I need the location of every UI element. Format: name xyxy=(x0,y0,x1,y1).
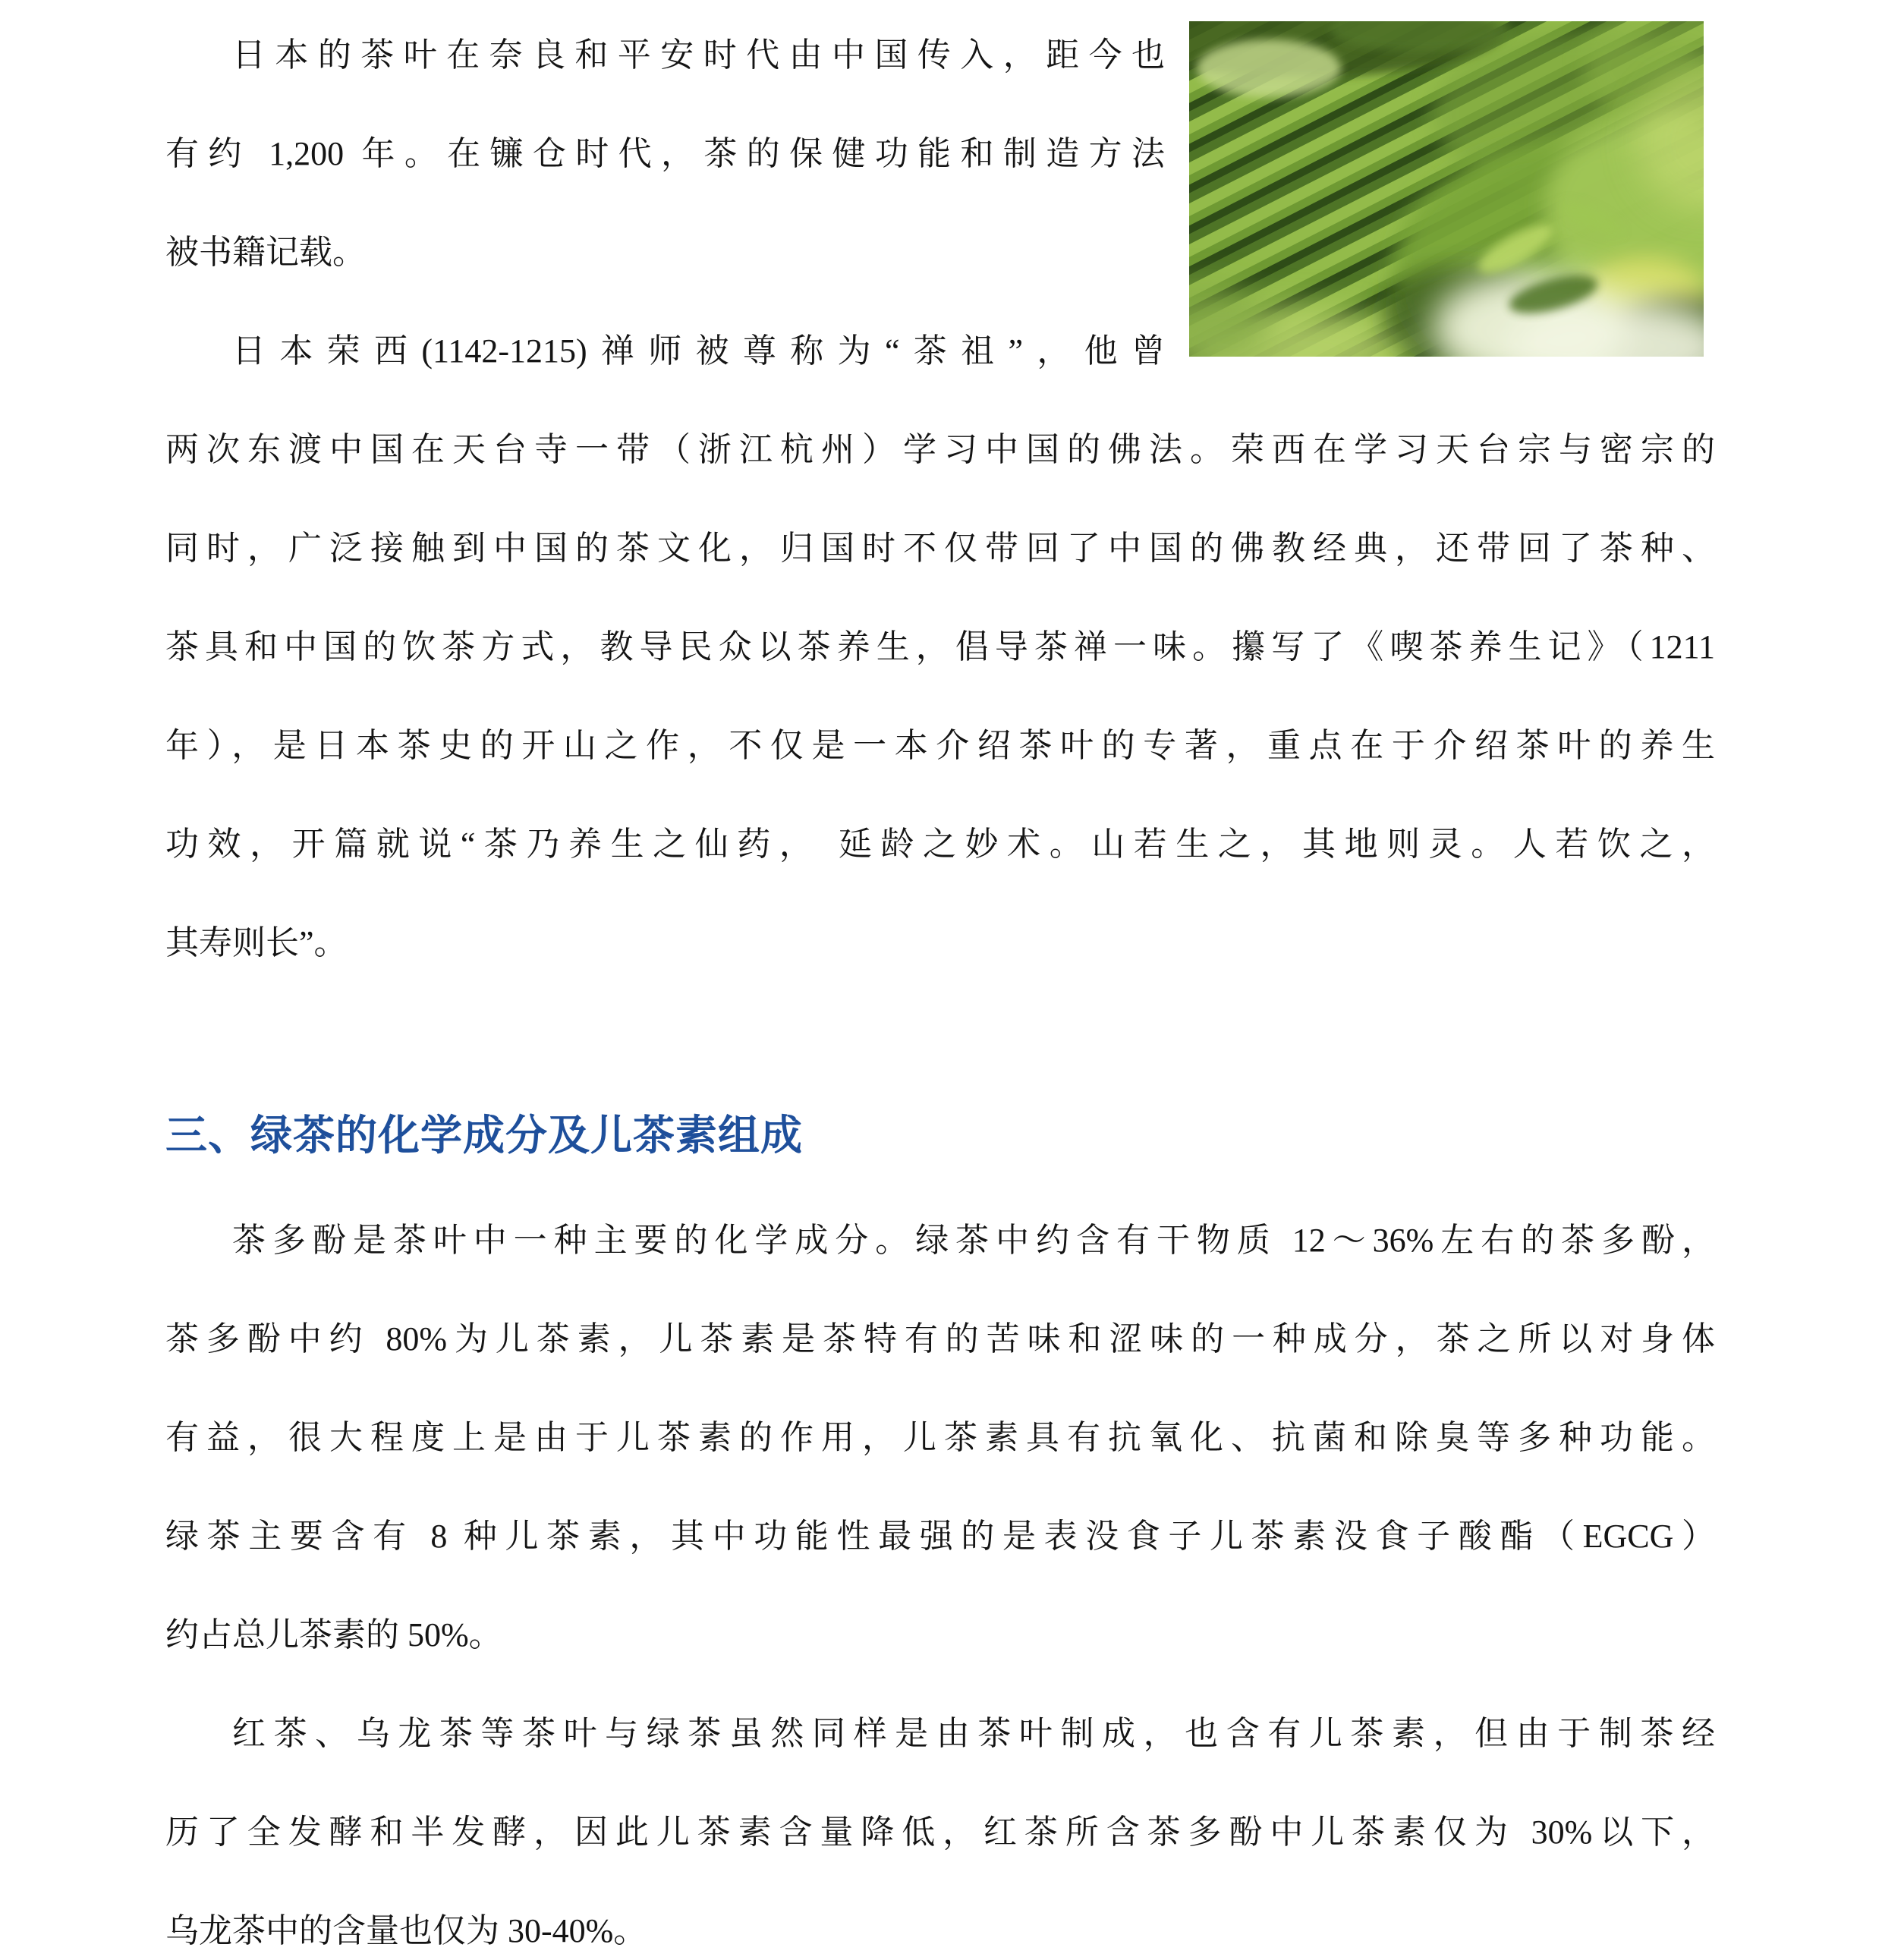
paragraph-line: 其寿则长”。 xyxy=(165,924,348,961)
intro-paragraphs xyxy=(165,6,1715,993)
paragraph-line: 同时，广泛接触到中国的茶文化，归国时不仅带回了中国的佛教经典，还带回了茶种、 xyxy=(165,530,1715,567)
paragraph-line: 有约 1,200 年。在镰仓时代，茶的保健功能和制造方法 xyxy=(165,135,1165,172)
paragraph-line: 日本的茶叶在奈良和平安时代由中国传入，距今也 xyxy=(232,36,1165,74)
paragraph-line: 有益，很大程度上是由于儿茶素的作用，儿茶素具有抗氧化、抗菌和除臭等多种功能。 xyxy=(165,1419,1715,1456)
paragraph-line: 红茶、乌龙茶等茶叶与绿茶虽然同样是由茶叶制成，也含有儿茶素，但由于制茶经 xyxy=(232,1715,1715,1752)
paragraph-line: 茶具和中国的饮茶方式，教导民众以茶养生，倡导茶禅一味。攥写了《喫茶养生记》（1211 xyxy=(165,628,1715,665)
paragraph-line: 绿茶主要含有 8 种儿茶素，其中功能性最强的是表没食子儿茶素没食子酸酯（EGCG） xyxy=(165,1518,1715,1555)
paragraph-line: 历了全发酵和半发酵，因此儿茶素含量降低，红茶所含茶多酚中儿茶素仅为 30%以下， xyxy=(165,1814,1715,1851)
paragraph-line: 乌龙茶中的含量也仅为 30-40%。 xyxy=(165,1912,647,1949)
paragraph-line: 被书籍记载。 xyxy=(165,234,366,271)
paragraph-line: 茶多酚是茶叶中一种主要的化学成分。绿茶中约含有干物质 12～36%左右的茶多酚， xyxy=(232,1222,1715,1259)
catechin-paragraph xyxy=(165,1191,1715,1685)
paragraph-line: 年），是日本茶史的开山之作，不仅是一本介绍茶叶的专著，重点在于介绍茶叶的养生 xyxy=(165,727,1715,764)
paragraph-line: 茶多酚中约 80%为儿茶素，儿茶素是茶特有的苦味和涩味的一种成分，茶之所以对身体 xyxy=(165,1320,1715,1358)
section-heading: 三、绿茶的化学成分及儿茶素组成 xyxy=(165,1112,804,1159)
fermented-tea-paragraph xyxy=(165,1685,1715,1960)
paragraph-line: 约占总儿茶素的 50%。 xyxy=(165,1616,502,1653)
paragraph-line: 两次东渡中国在天台寺一带（浙江杭州）学习中国的佛法。荣西在学习天台宗与密宗的 xyxy=(165,431,1715,468)
paragraph-line: 功效，开篇就说“茶乃养生之仙药， 延龄之妙术。山若生之，其地则灵。人若饮之， xyxy=(165,826,1715,863)
paragraph-line: 日本荣西(1142-1215)禅师被尊称为“茶祖”，他曾 xyxy=(232,332,1165,370)
